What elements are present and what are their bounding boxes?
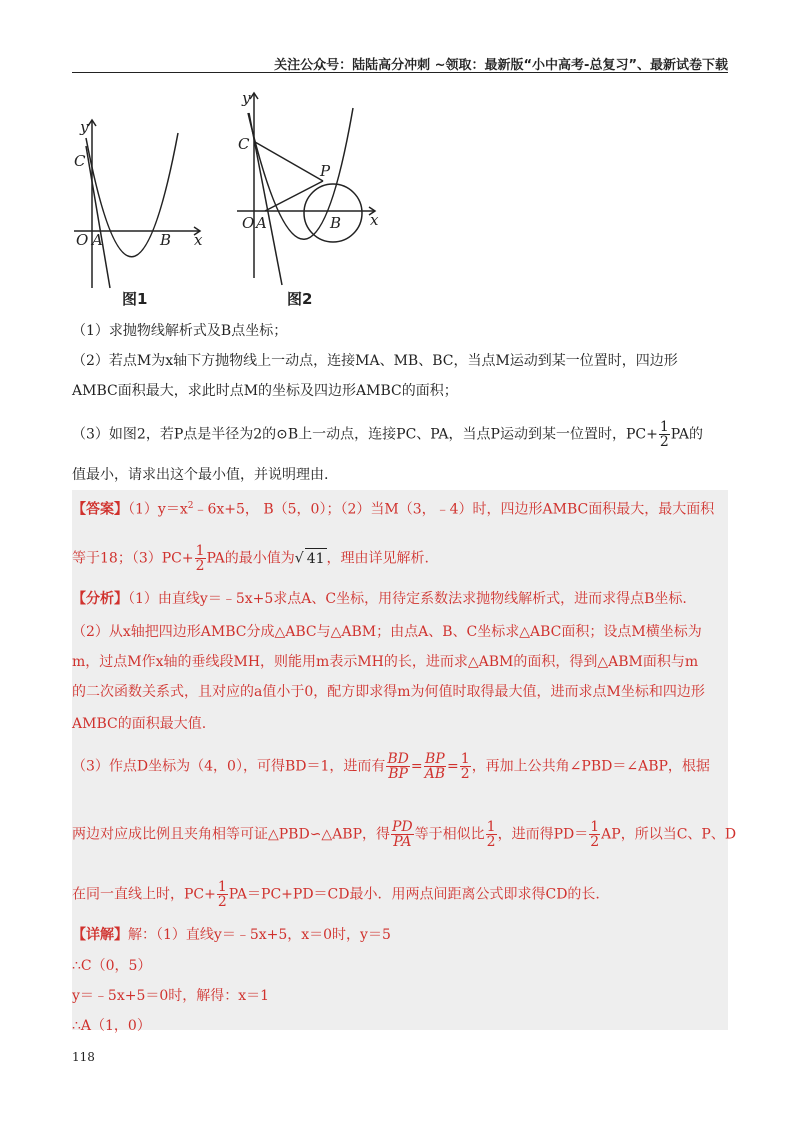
answer-l1-b: ﹣6x+5， B（5，0）；（2）当M（3，﹣4）时，四边形AMBC面积最大，最大面积 — [193, 501, 715, 518]
analysis-l8-a: 在同一直线上时，PC+ — [72, 886, 216, 903]
l8-f-d: 2 — [217, 894, 227, 910]
fig2-label-y: y — [242, 89, 251, 107]
l7-f2-n: 1 — [486, 819, 496, 835]
answer-frac-d: 2 — [195, 558, 205, 574]
analysis-line-4: 的二次函数关系式，且对应的a值小于0，配方即求得m为何值时取得最大值，进而求点M坐标和四边形 — [72, 684, 705, 700]
figure-1 — [74, 120, 200, 288]
l6-fraction-3 — [460, 752, 471, 781]
fig2-label-x: x — [370, 211, 379, 229]
l6-f1-n: BD — [387, 751, 409, 767]
fig1-label-y: y — [80, 118, 89, 136]
answer-tag: 【答案】 — [72, 501, 128, 518]
analysis-l7-a: 两边对应成比例且夹角相等可证△PBD∽△ABP，得 — [72, 826, 391, 843]
analysis-line-7 — [72, 820, 736, 849]
detail-line-4: ∴A（1，0） — [72, 1018, 151, 1034]
l7-f1-n: PD — [392, 819, 413, 835]
q3-text-post: PA的 — [670, 426, 703, 443]
figures-svg — [72, 88, 402, 313]
figure-1-caption: 图1 — [122, 290, 148, 308]
answer-l2-a: 等于18；（3）PC+ — [72, 550, 194, 567]
fig2-label-o: O — [242, 214, 255, 232]
answer-l1-sup: 2 — [187, 501, 194, 511]
question-2-line-2: AMBC面积最大，求此时点M的坐标及四边形AMBC的面积； — [72, 383, 458, 399]
l6-f3-n: 1 — [460, 751, 470, 767]
analysis-l7-d: AP，所以当C、P、D — [601, 826, 737, 843]
fig1-label-o: O — [76, 231, 89, 249]
question-3-line-2: 值最小，请求出这个最小值，并说明理由. — [72, 467, 329, 483]
q3-frac-numerator: 1 — [659, 419, 669, 435]
figure-2-caption: 图2 — [287, 290, 313, 308]
l6-fraction-2 — [424, 752, 446, 781]
l6-f3-d: 2 — [460, 766, 470, 782]
analysis-l7-b: 等于相似比 — [414, 826, 485, 843]
l7-f2-d: 2 — [486, 834, 496, 850]
analysis-line-6: （3）作点D坐标为（4，0），可得BD＝1，进而有 $\frac{BD}{BP}$ = $\frac{BP}{AB}$ = $\frac{1}{2}$ ，再加上公共角∠PBD＝∠ABP，根据 — [72, 751, 710, 782]
l8-f-n: 1 — [217, 879, 227, 895]
l6-f2-d: AB — [424, 766, 446, 782]
analysis-line-3: m，过点M作x轴的垂线段MH，则能用m表示MH的长，进而求△ABM的面积，得到△ABM面积与m — [72, 654, 699, 670]
fig1-label-x: x — [194, 231, 203, 249]
detail-line-1 — [72, 925, 391, 945]
answer-fraction — [195, 544, 206, 573]
fig2-circle-b — [304, 184, 362, 242]
fig2-label-a: A — [256, 214, 267, 232]
l7-f1-d: PA — [393, 834, 412, 850]
analysis-l7-c: ，进而得PD＝ — [497, 826, 589, 843]
fig1-label-b: B — [160, 231, 172, 249]
l7-f3-d: 2 — [590, 834, 600, 850]
answer-l1-a: （1）y＝x — [128, 501, 188, 518]
l6-f1-d: BP — [388, 766, 408, 782]
answer-l2-c: ，理由详见解析. — [326, 550, 429, 567]
question-2-line-1: （2）若点M为x轴下方抛物线上一动点，连接MA、MB、BC，当点M运动到某一位置时，四边形 — [72, 353, 678, 369]
analysis-l6-a: （3）作点D坐标为（4，0），可得BD＝1，进而有 — [72, 758, 386, 775]
detail-l1: 解：（1）直线y＝﹣5x+5，x＝0时，y＝5 — [128, 927, 391, 943]
figure-2 — [237, 93, 375, 285]
l6-fraction-1 — [386, 752, 410, 781]
analysis-l1: （1）由直线y＝﹣5x+5求点A、C坐标，用待定系数法求抛物线解析式，进而求得点B坐标. — [128, 591, 687, 607]
analysis-line-5: AMBC的面积最大值. — [72, 716, 207, 732]
fig2-label-b: B — [330, 214, 342, 232]
fig1-label-a: A — [92, 231, 103, 249]
q3-text-pre: （3）如图2，若P点是半径为2的⊙B上一动点，连接PC、PA，当点P运动到某一位置时，PC+ — [72, 426, 658, 443]
answer-line-2: 等于18；（3）PC+ $\frac{1}{2}$ PA的最小值为√ 41 ，理由详见解析. — [72, 543, 429, 574]
analysis-line-8 — [72, 880, 600, 909]
detail-line-2: ∴C（0，5） — [72, 958, 152, 974]
analysis-l6-b: ，再加上公共角∠PBD＝∠ABP，根据 — [471, 758, 710, 775]
analysis-l8-b: PA＝PC+PD＝CD最小．用两点间距离公式即求得CD的长. — [228, 886, 600, 903]
analysis-line-1 — [72, 589, 687, 609]
answer-l2-b: PA的最小值为 — [206, 550, 295, 567]
q3-fraction — [659, 420, 670, 449]
header-text: 关注公众号：陆陆高分冲刺 ~领取：最新版“小中高考-总复习”、最新试卷下载 — [274, 58, 728, 73]
answer-line-1 — [72, 496, 714, 520]
l6-f2-n: BP — [424, 751, 445, 767]
figures-area — [72, 88, 402, 313]
l7-fraction-3 — [589, 820, 600, 849]
analysis-tag: 【分析】 — [72, 591, 128, 607]
question-3-line-1 — [72, 420, 703, 449]
l7-fraction-2 — [486, 820, 497, 849]
answer-sqrt-value: 41 — [305, 548, 327, 569]
q3-frac-denominator: 2 — [659, 434, 669, 450]
fig2-segment-ap — [265, 181, 323, 211]
fig1-line — [86, 146, 110, 288]
answer-frac-n: 1 — [195, 543, 205, 559]
detail-tag: 【详解】 — [72, 927, 128, 943]
l8-fraction — [217, 880, 228, 909]
question-1: （1）求抛物线解析式及B点坐标； — [72, 323, 288, 339]
l7-f3-n: 1 — [590, 819, 600, 835]
page-header — [72, 50, 728, 73]
fig2-label-c: C — [238, 135, 250, 153]
fig2-label-p: P — [320, 162, 331, 180]
fig1-label-c: C — [74, 152, 86, 170]
page-number: 118 — [72, 1050, 95, 1064]
detail-line-3: y＝﹣5x+5＝0时，解得：x＝1 — [72, 988, 270, 1004]
l7-fraction-1 — [391, 820, 414, 849]
analysis-line-2: （2）从x轴把四边形AMBC分成△ABC与△ABM；由点A、B、C坐标求△ABC面积；设点M横坐标为 — [72, 624, 702, 640]
